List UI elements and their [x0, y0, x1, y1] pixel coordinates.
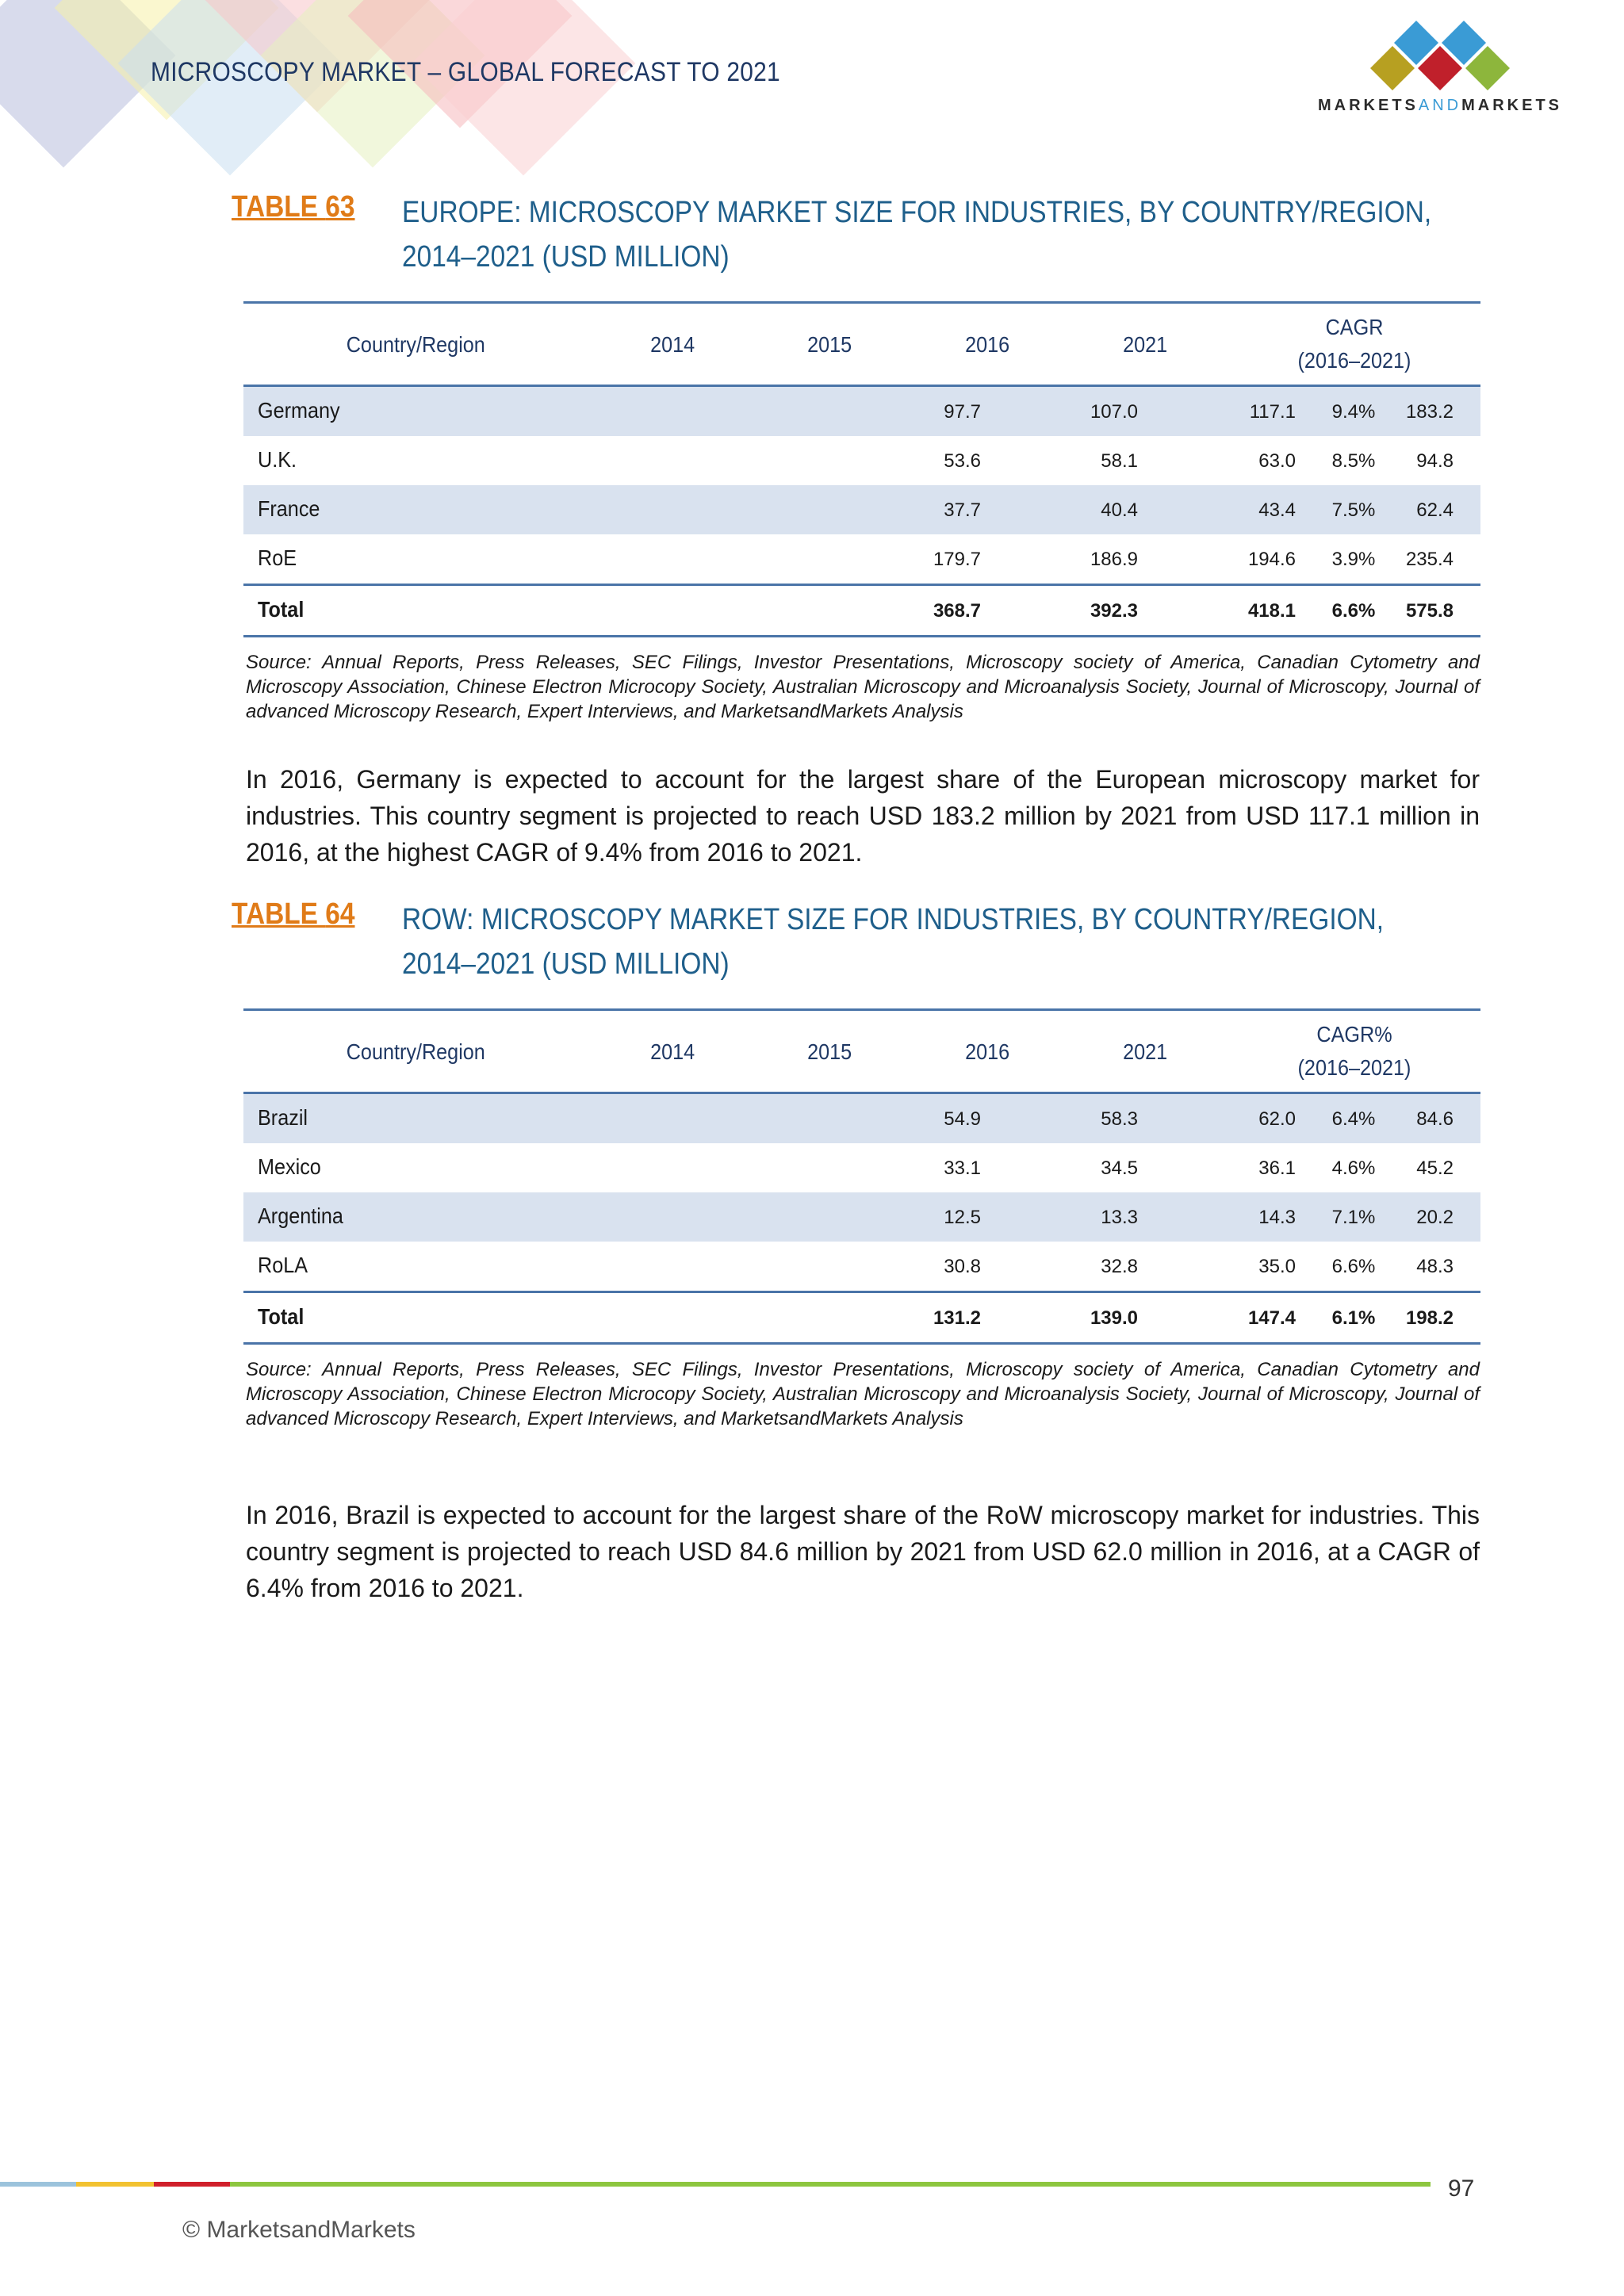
table-63-title: EUROPE: MICROSCOPY MARKET SIZE FOR INDUSTRIES, BY COUNTRY/REGION, 2014–2021 (USD MILLION): [402, 196, 1432, 274]
table-64-number[interactable]: TABLE 64: [232, 897, 355, 931]
table-row: [243, 387, 1480, 436]
cell-cagr: 7.5%: [1331, 499, 1376, 521]
col-2015: 2015: [807, 1039, 852, 1064]
marketsandmarkets-logo: MARKETSANDMARKETS: [1297, 13, 1583, 124]
cell-2015: 139.0: [1090, 1307, 1138, 1329]
table-64-source: Source: Annual Reports, Press Releases, SEC Filings, Investor Presentations, Microscopy society of America, Canadian Cytometry and Microscopy Association, Chinese Electron Microcopy Society, Australian Microscopy and Microanalysis Society, Journal of Microscopy, Journal of advanced Microscopy Research, Expert Interviews, and MarketsandMarkets Analysis: [246, 1359, 1480, 1429]
cell-cagr: 6.6%: [1331, 1256, 1376, 1277]
col-cagr-period: (2016–2021): [1297, 1055, 1411, 1080]
row-label: Brazil: [258, 1105, 308, 1130]
cell-2021: 94.8: [1416, 450, 1454, 472]
cell-cagr: 9.4%: [1331, 401, 1376, 423]
col-2021: 2021: [1123, 1039, 1168, 1064]
cell-2014: 179.7: [933, 549, 981, 570]
cell-2014: 131.2: [933, 1307, 981, 1329]
cell-2015: 392.3: [1090, 600, 1138, 622]
table-total-row: [243, 584, 1480, 637]
cell-2021: 62.4: [1416, 499, 1454, 521]
cell-cagr: 6.4%: [1331, 1108, 1376, 1130]
cell-cagr: 6.1%: [1331, 1307, 1376, 1329]
cell-2014: 12.5: [944, 1207, 981, 1228]
row-label: Mexico: [258, 1154, 321, 1179]
col-2015: 2015: [807, 332, 852, 357]
row-label: RoE: [258, 545, 297, 570]
row-label: Germany: [258, 398, 340, 423]
table-63-source: Source: Annual Reports, Press Releases, SEC Filings, Investor Presentations, Microscopy society of America, Canadian Cytometry and Microscopy Association, Chinese Electron Microcopy Society, Australian Microscopy and Microanalysis Society, Journal of Microscopy, Journal of advanced Microscopy Research, Expert Interviews, and MarketsandMarkets Analysis: [246, 652, 1480, 722]
cell-2021: 45.2: [1416, 1158, 1454, 1179]
cell-2015: 58.3: [1101, 1108, 1138, 1130]
cell-2014: 368.7: [933, 600, 981, 622]
cell-cagr: 4.6%: [1331, 1158, 1376, 1179]
col-cagr-period: (2016–2021): [1297, 348, 1411, 373]
cell-2015: 58.1: [1101, 450, 1138, 472]
cell-2014: 37.7: [944, 499, 981, 521]
col-cagr: CAGR%: [1316, 1022, 1392, 1047]
cell-2016: 36.1: [1258, 1158, 1296, 1179]
body-paragraph: In 2016, Brazil is expected to account for the largest share of the RoW microscopy market for industries. This country segment is projected to reach USD 84.6 million by 2021 from USD 62.0 million in 2016, at a CAGR of 6.4% from 2016 to 2021.: [246, 1501, 1480, 1602]
cell-2016: 418.1: [1247, 600, 1296, 622]
copyright-notice: © MarketsandMarkets: [182, 2217, 416, 2243]
cell-2014: 97.7: [944, 401, 981, 423]
cell-2014: 54.9: [944, 1108, 981, 1130]
table-header: [243, 1008, 1480, 1094]
cell-2016: 43.4: [1258, 499, 1296, 521]
cell-2015: 107.0: [1090, 401, 1138, 423]
table-header: [243, 301, 1480, 387]
col-cagr: CAGR: [1325, 315, 1384, 339]
cell-cagr: 8.5%: [1331, 450, 1376, 472]
col-2014: 2014: [650, 1039, 695, 1064]
cell-2014: 33.1: [944, 1158, 981, 1179]
cell-cagr: 6.6%: [1331, 600, 1376, 622]
cell-2021: 235.4: [1405, 549, 1454, 570]
cell-2014: 53.6: [944, 450, 981, 472]
cell-2015: 40.4: [1101, 499, 1138, 521]
cell-2021: 575.8: [1405, 600, 1454, 622]
table-row: [243, 1192, 1480, 1242]
cell-2016: 63.0: [1258, 450, 1296, 472]
cell-2015: 34.5: [1101, 1158, 1138, 1179]
cell-2015: 13.3: [1101, 1207, 1138, 1228]
table-row: [243, 485, 1480, 534]
cell-2015: 186.9: [1090, 549, 1138, 570]
body-paragraph: In 2016, Germany is expected to account for the largest share of the European microscopy market for industries. This country segment is projected to reach USD 183.2 million by 2021 from USD 117.1 million in 2016, at the highest CAGR of 9.4% from 2016 to 2021.: [246, 765, 1480, 867]
col-2016: 2016: [965, 332, 1010, 357]
row-label: Total: [258, 597, 304, 622]
cell-2021: 198.2: [1405, 1307, 1454, 1329]
table-total-row: [243, 1291, 1480, 1345]
cell-2016: 35.0: [1258, 1256, 1296, 1277]
cell-cagr: 7.1%: [1331, 1207, 1376, 1228]
col-country-region: Country/Region: [346, 332, 485, 357]
col-2014: 2014: [650, 332, 695, 357]
cell-cagr: 3.9%: [1331, 549, 1376, 570]
cell-2021: 48.3: [1416, 1256, 1454, 1277]
row-label: Total: [258, 1304, 304, 1329]
row-label: U.K.: [258, 447, 297, 472]
cell-2021: 20.2: [1416, 1207, 1454, 1228]
table-row: [243, 1242, 1480, 1291]
table-row: [243, 436, 1480, 485]
cell-2015: 32.8: [1101, 1256, 1138, 1277]
cell-2016: 62.0: [1258, 1108, 1296, 1130]
cell-2021: 183.2: [1405, 401, 1454, 423]
cell-2016: 14.3: [1258, 1207, 1296, 1228]
cell-2016: 117.1: [1249, 401, 1296, 423]
table-row: [243, 1143, 1480, 1192]
row-label: Argentina: [258, 1203, 343, 1228]
cell-2021: 84.6: [1416, 1108, 1454, 1130]
cell-2016: 194.6: [1247, 549, 1296, 570]
col-country-region: Country/Region: [346, 1039, 485, 1064]
page-number: 97: [1448, 2175, 1475, 2202]
col-2016: 2016: [965, 1039, 1010, 1064]
row-label: France: [258, 496, 320, 521]
cell-2016: 147.4: [1247, 1307, 1296, 1329]
cell-2014: 30.8: [944, 1256, 981, 1277]
row-label: RoLA: [258, 1253, 308, 1277]
table-63-number[interactable]: TABLE 63: [232, 190, 355, 224]
table-row: [243, 1094, 1480, 1143]
table-row: [243, 534, 1480, 584]
col-2021: 2021: [1123, 332, 1168, 357]
table-64-title: ROW: MICROSCOPY MARKET SIZE FOR INDUSTRIES, BY COUNTRY/REGION, 2014–2021 (USD MILLION): [402, 903, 1385, 981]
table-63: [243, 301, 1480, 637]
table-64: [243, 1008, 1480, 1345]
running-header-title: MICROSCOPY MARKET – GLOBAL FORECAST TO 2021: [151, 57, 780, 87]
